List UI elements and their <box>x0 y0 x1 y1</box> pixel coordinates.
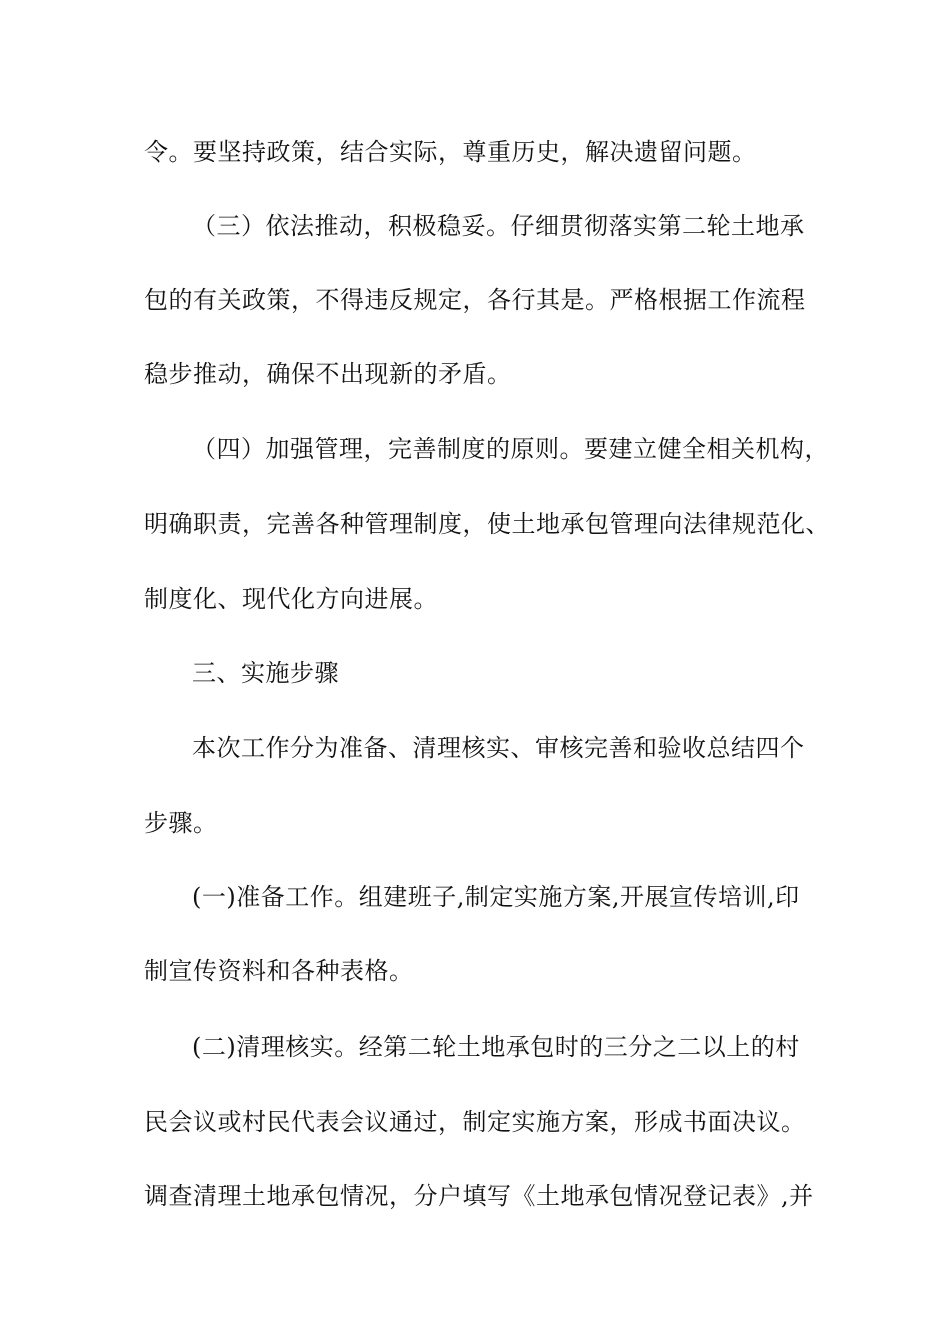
section-heading: 三、实施步骤 <box>192 659 339 687</box>
step-heading-1: (一)准备工作。组建班子,制定实施方案,开展宣传培训,印 <box>192 883 800 911</box>
text-line: 步骤。 <box>144 809 218 837</box>
text-line: 民会议或村民代表会议通过，制定实施方案，形成书面决议。 <box>144 1108 806 1136</box>
text-line: 令。要坚持政策，结合实际，尊重历史，解决遗留问题。 <box>144 138 757 166</box>
text-line: 制度化、现代化方向进展。 <box>144 585 438 613</box>
text-line: 调查清理土地承包情况，分户填写《土地承包情况登记表》,并 <box>144 1182 814 1210</box>
text-line: 包的有关政策，不得违反规定，各行其是。严格根据工作流程 <box>144 286 806 314</box>
paragraph-heading-3: （三）依法推动，积极稳妥。仔细贯彻落实第二轮土地承 <box>192 212 805 240</box>
text-line: 稳步推动，确保不出现新的矛盾。 <box>144 360 512 388</box>
text-line: 明确职责，完善各种管理制度，使土地承包管理向法律规范化、 <box>144 510 830 538</box>
text-line: 制宣传资料和各种表格。 <box>144 957 414 985</box>
step-heading-2: (二)清理核实。经第二轮土地承包时的三分之二以上的村 <box>192 1033 800 1061</box>
paragraph-start: 本次工作分为准备、清理核实、审核完善和验收总结四个 <box>192 734 805 762</box>
paragraph-heading-4: （四）加强管理，完善制度的原则。要建立健全相关机构， <box>192 435 829 463</box>
